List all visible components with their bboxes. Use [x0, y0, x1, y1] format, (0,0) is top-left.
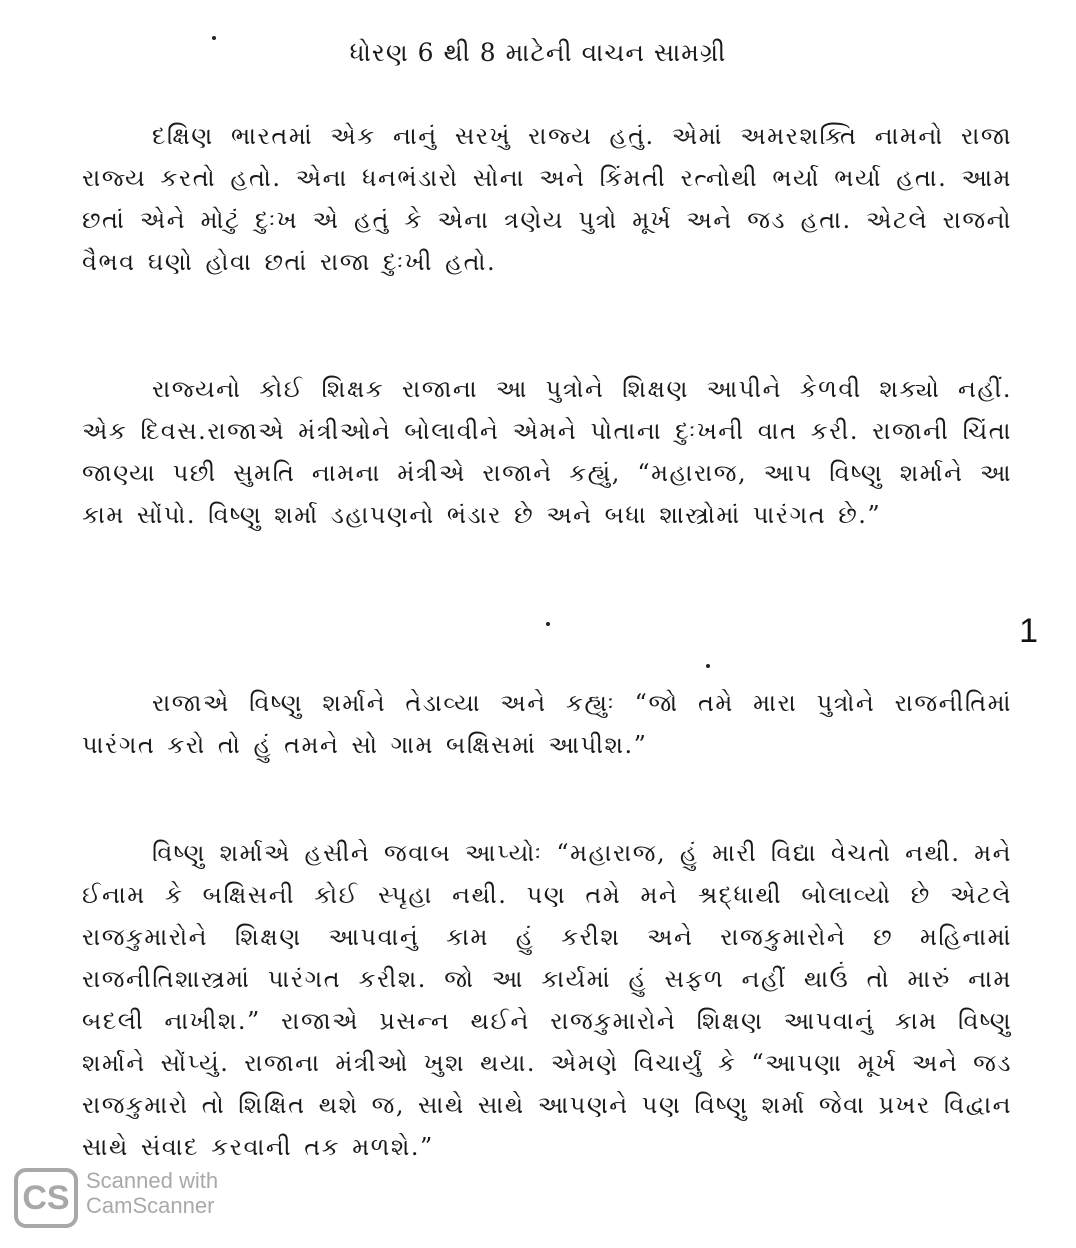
- paragraph-3-text: રાજાએ વિષ્ણુ શર્માને તેડાવ્યા અને કહ્યુઃ “જો તમે મારા પુત્રોને રાજનીતિમાં પારંગત કરો તો હું તમને સો ગામ બક્ષિસમાં આપીશ.”: [82, 689, 1012, 759]
- camscanner-watermark: [14, 1168, 304, 1232]
- watermark-line-2: CamScanner: [86, 1193, 215, 1218]
- paragraph-2-text: રાજ્યનો કોઈ શિક્ષક રાજાના આ પુત્રોને શિક્ષણ આપીને કેળવી શક્યો નહીં. એક દિવસ.રાજાએ મંત્રીઓને બોલાવીને એમને પોતાના દુઃખની વાત કરી. રાજાની ચિંતા જાણ્યા પછી સુમતિ નામના મંત્રીએ રાજાને કહ્યું, “મહારાજ, આપ વિષ્ણુ શર્માને આ કામ સોંપો. વિષ્ણુ શર્મા ડહાપણનો ભંડાર છે અને બધા શાસ્ત્રોમાં પારંગત છે.”: [82, 375, 1012, 529]
- scan-speck: [212, 36, 216, 40]
- scan-speck: [546, 622, 550, 626]
- paragraph-2: [82, 368, 1012, 536]
- page-title: ધોરણ 6 થી 8 માટેની વાચન સામગ્રી: [349, 38, 727, 67]
- paragraph-3: [82, 682, 1012, 766]
- paragraph-4-text: વિષ્ણુ શર્માએ હસીને જવાબ આપ્યોઃ “મહારાજ, હું મારી વિદ્યા વેચતો નથી. મને ઈનામ કે બક્ષિસની કોઈ સ્પૃહા નથી. પણ તમે મને શ્રદ્ધાથી બોલાવ્યો છે એટલે રાજકુમારોને શિક્ષણ આપવાનું કામ હું કરીશ અને રાજકુમારોને છ મહિનામાં રાજનીતિશાસ્ત્રમાં પારંગત કરીશ. જો આ કાર્યમાં હું સફળ નહીં થાઉં તો મારું નામ બદલી નાખીશ.” રાજાએ પ્રસન્ન થઈને રાજકુમારોને શિક્ષણ આપવાનું કામ વિષ્ણુ શર્માને સોંપ્યું. રાજાના મંત્રીઓ ખુશ થયા. એમણે વિચાર્યું કે “આપણા મૂર્ખ અને જડ રાજકુમારો તો શિક્ષિત થશે જ, સાથે સાથે આપણને પણ વિષ્ણુ શર્મા જેવા પ્રખર વિદ્વાન સાથે સંવાદ કરવાની તક મળશે.”: [82, 839, 1012, 1161]
- paragraph-1-text: દક્ષિણ ભારતમાં એક નાનું સરખું રાજ્ય હતું. એમાં અમરશક્તિ નામનો રાજા રાજ્ય કરતો હતો. એના ધનભંડારો સોના અને કિંમતી રત્નોથી ભર્યા ભર્યા હતા. આમ છતાં એને મોટું દુઃખ એ હતું કે એના ત્રણેય પુત્રો મૂર્ખ અને જડ હતા. એટલે રાજનો વૈભવ ઘણો હોવા છતાં રાજા દુઃખી હતો.: [82, 122, 1012, 276]
- watermark-line-1: Scanned with: [86, 1168, 219, 1193]
- paragraph-1: [82, 115, 1012, 283]
- scan-speck: [706, 664, 710, 668]
- page-number: 1: [1019, 612, 1038, 650]
- paragraph-4: [82, 832, 1012, 1168]
- camscanner-logo-icon: CS: [14, 1168, 78, 1228]
- watermark-text: [86, 1168, 218, 1218]
